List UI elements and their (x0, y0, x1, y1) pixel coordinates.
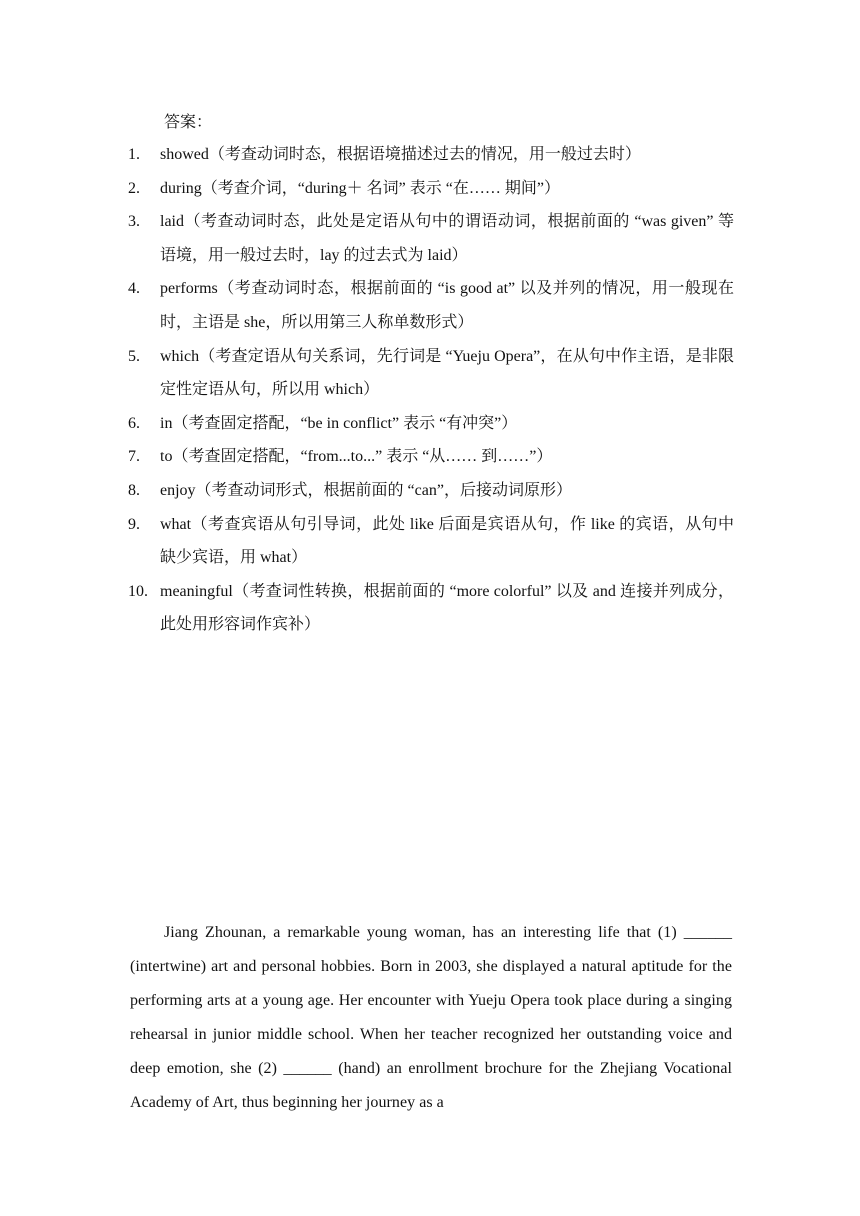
answer-list (128, 138, 734, 642)
answer-text: during（考查介词，“during＋ 名词” 表示 “在…… 期间”） (160, 179, 560, 197)
answer-item-4 (128, 272, 734, 339)
answer-text: performs（考查动词时态，根据前面的 “is good at” 以及并列的情况，用一般现在时，主语是 she，所以用第三人称单数形式） (160, 280, 734, 331)
answer-number: 7. (128, 448, 140, 466)
answer-text: meaningful（考查词性转换，根据前面的 “more colorful” 以及 and 连接并列成分，此处用形容词作宾补） (160, 582, 734, 634)
answer-item-5 (128, 340, 734, 407)
answer-text: which（考查定语从句关系词，先行词是 “Yueju Opera”，在从句中作主语，是非限定性定语从句，所以用 which） (160, 347, 734, 399)
answer-number: 6. (128, 414, 140, 432)
answer-number: 8. (128, 481, 140, 499)
answer-text: showed（考查动词时态，根据语境描述过去的情况，用一般过去时） (160, 146, 641, 163)
answer-text: in（考查固定搭配，“be in conflict” 表示 “有冲突”） (160, 414, 518, 432)
answer-number: 9. (128, 515, 140, 533)
answer-number: 3. (128, 213, 140, 231)
answer-item-1 (128, 138, 734, 172)
answer-item-7 (128, 440, 734, 474)
answer-number: 10. (128, 582, 148, 600)
answer-number: 5. (128, 347, 140, 365)
answer-text: what（考查宾语从句引导词，此处 like 后面是宾语从句，作 like 的宾语，从句中缺少宾语，用 what） (160, 515, 734, 567)
answer-item-8 (128, 474, 734, 508)
answer-item-3 (128, 205, 734, 272)
answer-text: enjoy（考查动词形式，根据前面的 “can”，后接动词原形） (160, 481, 572, 499)
answer-number: 1. (128, 146, 140, 163)
reading-passage: Jiang Zhounan, a remarkable young woman, has an interesting life that (1) ______ (intertwine) art and personal hobbies. Born in 2003, she displayed a natural aptitude for the performing arts at a young age. Her encounter with Yueju Opera took place during a singing rehearsal in junior middle school. When her teacher recognized her outstanding voice and deep emotion, she (2) ______ (hand) an enrollment brochure for the Zhejiang Vocational Academy of Art, thus beginning her journey as a (130, 924, 732, 1111)
answer-item-10 (128, 575, 734, 642)
answer-number: 4. (128, 280, 140, 298)
answer-item-2 (128, 172, 734, 206)
answer-item-6 (128, 407, 734, 441)
answer-text: laid（考查动词时态，此处是定语从句中的谓语动词，根据前面的 “was given” 等语境，用一般过去时，lay 的过去式为 laid） (160, 213, 734, 264)
answer-heading: 答案： (164, 114, 213, 131)
answer-item-9 (128, 508, 734, 575)
answer-text: to（考查固定搭配，“from...to...” 表示 “从…… 到……”） (160, 448, 553, 466)
answer-number: 2. (128, 179, 140, 197)
